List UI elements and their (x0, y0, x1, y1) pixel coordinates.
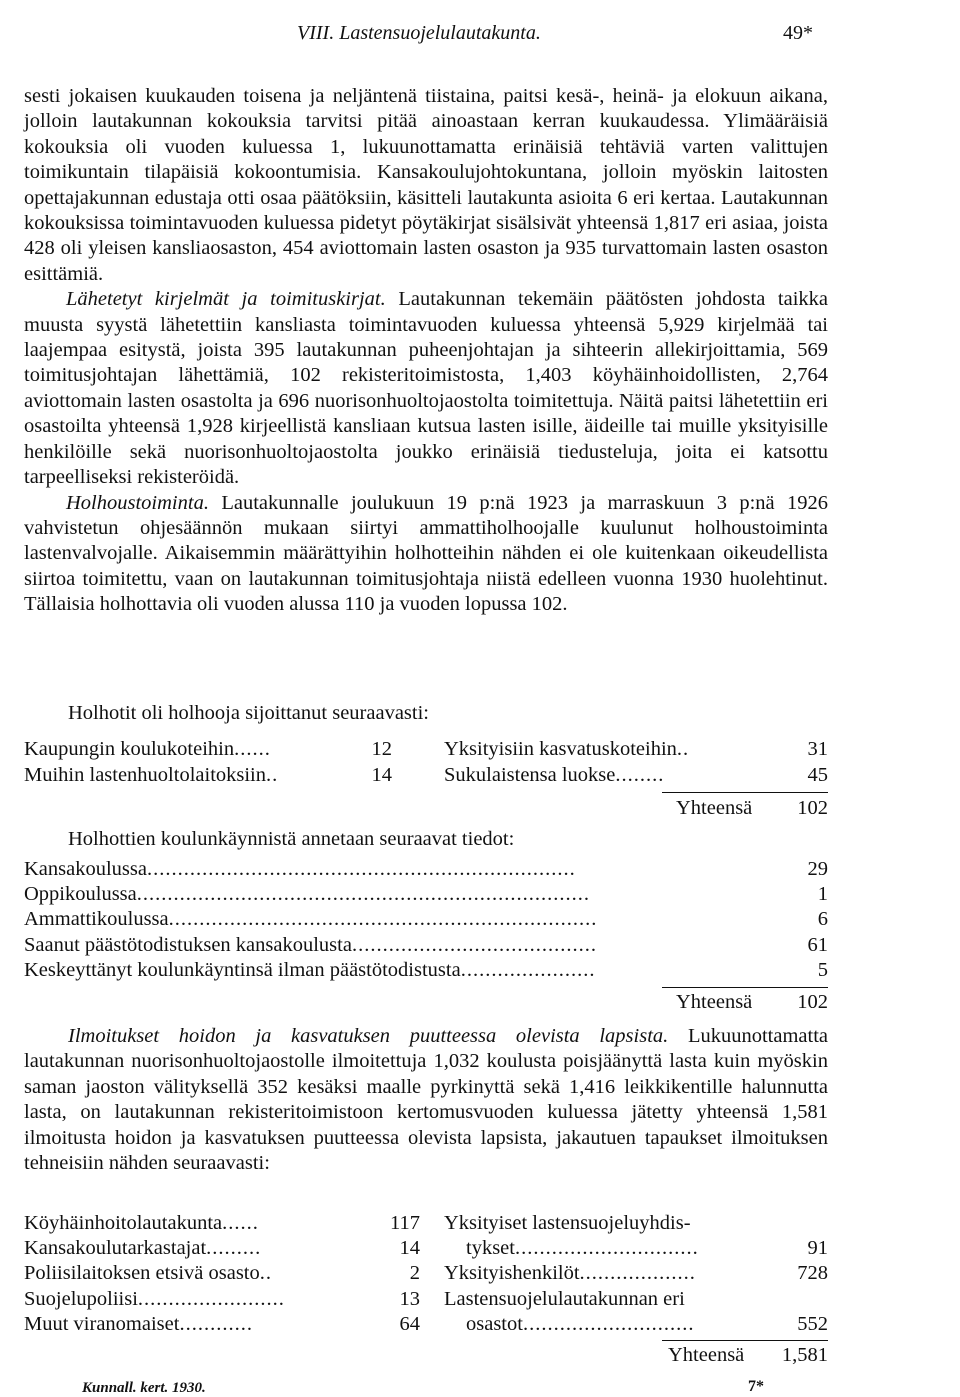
text-letters: Lautakunnan tekemäin päätösten johdosta taikka muusta syystä lähetettiin kansliasta toimintavuoden kuluessa yhteensä 5,929 kirjelmää tai laajempaa esitystä, joista 395 lautakunnan puheenjohtajan ja sihteerin allekirjoittamia, 569 toimitusjohtajan lähettämiä, 102 rekisteritoimistosta, 1,403 köyhäinhoidollisten, 2,764 aviottomain lasten osastolta ja 696 nuorisonhuoltojaostolta toimitettuja. Näitä paitsi lähetettiin eri osastoilta yhteensä 1,928 kirjeellistä kansliaan kutsua lasten isille, äideille tai muille yksityisille henkilöille sekä nuorisonhuoltojaostolta joukko erinäisiä tiedusteluja, joita ei katsottu tarpeelliseksi rekisteröidä. (24, 288, 829, 489)
body-text-section3 (24, 1024, 828, 1176)
sum-rule (662, 987, 828, 988)
page-number: 49* (783, 22, 813, 44)
total-label: Yhteensä (676, 991, 753, 1013)
table-value: 64 (399, 1313, 420, 1335)
table-value: 29 (807, 858, 828, 880)
table-row: osastot............................ (466, 1313, 695, 1335)
paragraph-letters (24, 287, 828, 490)
table-value: 12 (371, 738, 392, 760)
table-value: 91 (807, 1237, 828, 1259)
table-row: Sukulaistensa luokse........ (444, 764, 665, 786)
paragraph-notifications (24, 1024, 828, 1176)
table-value: 2 (409, 1262, 420, 1284)
table-row: Oppikoulussa.......................................................................... (24, 883, 590, 905)
table-value: 13 (399, 1288, 420, 1310)
table-row: Yksityiset lastensuojeluyhdis- (444, 1212, 691, 1234)
table-value: 14 (371, 764, 392, 786)
table-row: Yksityisiin kasvatuskoteihin.. (444, 738, 690, 760)
header-title: VIII. Lastensuojelulautakunta. (297, 22, 541, 44)
table-value: 552 (797, 1313, 828, 1335)
footer-signature: Kunnall. kert. 1930. (82, 1380, 206, 1396)
table-row: Kaupungin koulukoteihin...... (24, 738, 271, 760)
sum-rule (662, 1340, 828, 1341)
placement-lead: Holhotit oli holhooja sijoittanut seuraavasti: (68, 702, 429, 724)
table-row: Poliisilaitoksen etsivä osasto.. (24, 1262, 272, 1284)
table-value: 61 (807, 934, 828, 956)
text-guardianship: Lautakunnalle joulukuun 19 p:nä 1923 ja marraskuun 3 p:nä 1926 vahvistetun ohjesäännön mukaan siirtyi ammattiholhoojalle kuulunut holhoustoiminta lastenvalvojalle. Aikaisemmin määrättyihin holhotteihin nähden ei ole kuitenkaan oikeudellista siirtoa toimitettu, vaan on lautakunnan toimitusjohtaja niistä edelleen vuonna 1930 huolehtinut. Tällaisia holhottavia oli vuoden alussa 110 ja vuoden lopussa 102. (24, 491, 828, 616)
table-row: Kansakoulussa...................................................................... (24, 858, 576, 880)
table-row: tykset.............................. (466, 1237, 699, 1259)
table-row: Ammattikoulussa...................................................................... (24, 908, 598, 930)
table-value: 31 (807, 738, 828, 760)
total-value: 1,581 (781, 1344, 828, 1366)
table-value: 6 (817, 908, 828, 930)
table-row: Muihin lastenhuoltolaitoksiin.. (24, 764, 279, 786)
table-row: Saanut päästötodistuksen kansakoulusta........................................ (24, 934, 597, 956)
heading-notifications: Ilmoitukset hoidon ja kasvatuksen puutteessa olevista lapsista. (68, 1025, 669, 1047)
total-label: Yhteensä (668, 1344, 745, 1366)
heading-guardianship: Holhoustoiminta. (66, 491, 209, 514)
footer-sheet-mark: 7* (748, 1378, 764, 1395)
total-value: 102 (797, 797, 828, 819)
running-header (0, 22, 960, 50)
table-value: 14 (399, 1237, 420, 1259)
table-row: Kansakoulutarkastajat......... (24, 1237, 262, 1259)
body-text-section1 (24, 84, 828, 618)
total-value: 102 (797, 991, 828, 1013)
total-label: Yhteensä (676, 797, 753, 819)
table-row: Suojelupoliisi........................ (24, 1288, 285, 1310)
sum-rule (662, 792, 828, 793)
table-value: 728 (797, 1262, 828, 1284)
table-value: 117 (390, 1212, 420, 1234)
text-notifications: Lukuunottamatta lautakunnan nuorisonhuoltojaostolle ilmoitettuja 1,032 koulusta poisjäänyttä lasta kuin myöskin saman jaoston välityksellä 352 kesäksi maalle pyrkinyttä sekä 1,416 leikkikentille halunnutta lasta, on lautakunnan rekisteritoimistoon kertomusvuoden kuluessa jätetty yhteensä 1,581 ilmoitusta hoidon ja kasvatuksen puutteessa olevista lapsista, jakautuen tapaukset ilmoituksen tehneisiin nähden seuraavasti: (24, 1025, 828, 1175)
table-row: Yksityishenkilöt................... (444, 1262, 696, 1284)
table-value: 5 (817, 959, 828, 981)
paragraph-guardianship (24, 491, 828, 618)
table-value: 1 (817, 883, 828, 905)
table-row: Köyhäinhoitolautakunta...... (24, 1212, 259, 1234)
paragraph-meetings: sesti jokaisen kuukauden toisena ja neljäntenä tiistaina, paitsi kesä-, heinä- ja elokuun aikana, jolloin lautakunnan kokouksia tarvitsi pitää ainoastaan kerran kuukaudessa. Ylimääräisiä kokouksia oli vuoden kuluessa 1, lukuunottamatta erinäisiä tehtäviä varten valittujen toimikuntain tilapäisiä kokoontumisia. Kansakoulujohtokuntana, jolloin myöskin laitosten opettajakunnan edustaja otti osaa päätöksiin, käsitteli lautakunta asioita 6 eri kertaa. Lautakunnan kokouksissa toimintavuoden kuluessa pidetyt pöytäkirjat sisälsivät yhteensä 1,817 eri asiaa, joista 428 oli yleisen kansliaosaston, 454 aviottomain lasten osaston ja 935 turvattomain lasten osaston esittämiä. (24, 85, 828, 285)
table-value: 45 (807, 764, 828, 786)
table-row: Muut viranomaiset............ (24, 1313, 253, 1335)
heading-letters: Lähetetyt kirjelmät ja toimituskirjat. (66, 288, 386, 311)
table-row: Lastensuojelulautakunnan eri (444, 1288, 685, 1310)
table-row: Keskeyttänyt koulunkäyntinsä ilman päästötodistusta...................... (24, 959, 596, 981)
schooling-lead: Holhottien koulunkäynnistä annetaan seuraavat tiedot: (68, 828, 515, 850)
